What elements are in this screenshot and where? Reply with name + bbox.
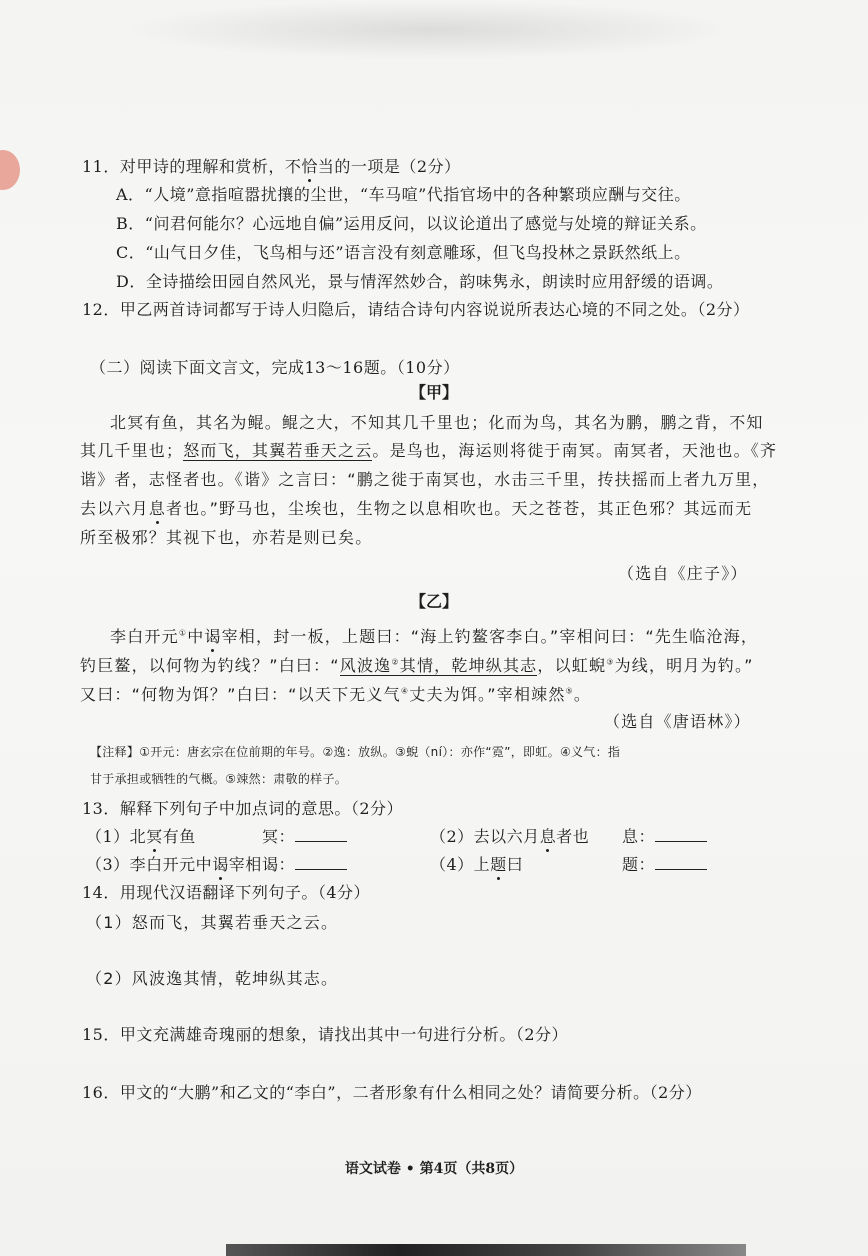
yi-heading: 【乙】 bbox=[409, 592, 458, 611]
q11-option-d: D．全诗描绘田园自然风光，景与情浑然妙合，韵味隽永，朗读时应用舒缓的语调。 bbox=[116, 272, 724, 291]
section2-heading: （二）阅读下面文言文，完成13～16题。（10分） bbox=[90, 358, 460, 377]
q14-sentence-2: （2）风波逸其情，乾坤纵其志。 bbox=[86, 969, 339, 988]
yi-line-2: 钓巨鳌，以何物为钓线？”白曰：“风波逸②其情，乾坤纵其志，以虹蜺③为线，明月为钓。” bbox=[80, 656, 754, 675]
q14-stem: 14．用现代汉语翻译下列句子。（4分） bbox=[82, 883, 371, 902]
q11-option-b: B．“问君何能尔？心远地自偏”运用反问，以议论道出了感觉与处境的辩证关系。 bbox=[116, 214, 707, 233]
q14-sentence-1: （1）怒而飞，其翼若垂天之云。 bbox=[86, 913, 339, 932]
jia-line-2: 其几千里也；怒而飞，其翼若垂天之云。是鸟也，海运则将徙于南冥。南冥者，天池也。《齐 bbox=[80, 441, 778, 460]
scan-shadow bbox=[120, 0, 740, 60]
yi-line-3: 又曰：“何物为饵？”白曰：“以天下无义气④丈夫为饵。”宰相竦然⑤。 bbox=[80, 685, 592, 704]
q13-item-2: （2）去以六月息者也 bbox=[430, 827, 590, 846]
q11-emphasis: 不恰当 bbox=[284, 157, 335, 176]
q13-item-1: （1）北冥有鱼 bbox=[86, 827, 196, 846]
jia-line-5: 所至极邪？其视下也，亦若是则已矣。 bbox=[80, 528, 373, 547]
jia-underlined-sentence: 怒而飞，其翼若垂天之云 bbox=[183, 441, 373, 460]
q16-stem: 16．甲文的“大鹏”和乙文的“李白”，二者形象有什么相同之处？请简要分析。（2分） bbox=[82, 1083, 702, 1102]
yi-source: （选自《唐语林》） bbox=[604, 712, 751, 731]
q13-answer-2: 息： bbox=[622, 824, 707, 847]
jia-line-4: 去以六月息者也。”野马也，尘埃也，生物之以息相吹也。天之苍苍，其正色邪？其远而无 bbox=[80, 499, 753, 518]
q13-answer-4: 题： bbox=[622, 852, 707, 875]
q13-answer-3: 谒： bbox=[262, 852, 347, 875]
q13-answer-1: 冥： bbox=[262, 824, 347, 847]
answer-blank-4[interactable] bbox=[655, 855, 707, 870]
answer-blank-2[interactable] bbox=[655, 827, 707, 842]
jia-line-3: 谐》者，志怪者也。《谐》之言曰：“鹏之徙于南冥也，水击三千里，抟扶摇而上者九万里， bbox=[80, 470, 770, 489]
q13-item-3: （3）李白开元中谒宰相 bbox=[86, 855, 262, 874]
q13-stem: 13．解释下列句子中加点词的意思。（2分） bbox=[82, 799, 404, 818]
q11-option-a: A．“人境”意指喧嚣扰攘的尘世，“车马喧”代指官场中的各种繁琐应酬与交往。 bbox=[116, 185, 691, 204]
yi-dotted-ye: 谒 bbox=[204, 627, 222, 646]
q11-stem: 11．对甲诗的理解和赏析，不恰当的一项是（2分） bbox=[82, 157, 461, 176]
page-footer: 语文试卷 • 第4页（共8页） bbox=[344, 1161, 524, 1177]
q12-stem: 12．甲乙两首诗词都写于诗人归隐后，请结合诗句内容说说所表达心境的不同之处。（2分） bbox=[82, 300, 750, 319]
scan-edge-shadow bbox=[226, 1244, 746, 1256]
answer-blank-3[interactable] bbox=[295, 855, 347, 870]
yi-underlined-sentence: 风波逸②其情，乾坤纵其志 bbox=[339, 656, 538, 675]
jia-source: （选自《庄子》） bbox=[618, 564, 748, 583]
jia-line-1: 北冥有鱼，其名为鲲。鲲之大，不知其几千里也；化而为鸟，其名为鹏，鹏之背，不知 bbox=[110, 413, 764, 432]
yi-line-1: 李白开元①中谒宰相，封一板，上题曰：“海上钓鳌客李白。”宰相问曰：“先生临沧海， bbox=[110, 627, 759, 646]
notes-line-2: 甘于承担或牺牲的气概。⑤竦然：肃敬的样子。 bbox=[90, 772, 348, 786]
jia-heading: 【甲】 bbox=[409, 383, 458, 402]
pink-dot-decoration bbox=[0, 150, 20, 190]
jia-dotted-xi: 息 bbox=[148, 499, 167, 518]
q15-stem: 15．甲文充满雄奇瑰丽的想象，请找出其中一句进行分析。（2分） bbox=[82, 1025, 569, 1044]
q13-item-4: （4）上题曰 bbox=[430, 855, 524, 874]
notes-line-1: 【注释】①开元：唐玄宗在位前期的年号。②逸：放纵。③蜺（ní）：亦作“霓”，即虹。④义气：指 bbox=[90, 745, 621, 759]
q11-option-c: C．“山气日夕佳，飞鸟相与还”语言没有刻意雕琢，但飞鸟投林之景跃然纸上。 bbox=[116, 243, 691, 262]
answer-blank-1[interactable] bbox=[295, 827, 347, 842]
